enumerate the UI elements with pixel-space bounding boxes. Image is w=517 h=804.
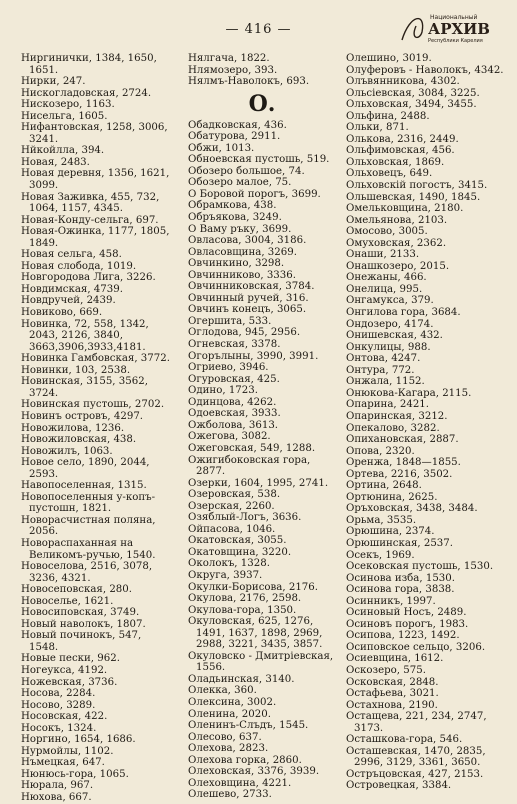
index-entry: Оскозеро, 575.: [346, 664, 426, 676]
index-entry: Нйкойлла, 394.: [21, 145, 105, 157]
index-entry: Новая сельга, 458.: [21, 249, 122, 261]
svg-text:Республики Карелия: Республики Карелия: [428, 38, 483, 44]
index-entry: Овласова, 3004, 3186.: [188, 235, 307, 247]
index-entry: Новинка Гамбовская, 3772.: [21, 353, 170, 365]
index-entry: Осковская, 2848.: [346, 676, 439, 688]
index-entry: Осинникъ, 1997.: [346, 595, 436, 607]
index-entry: Новдручей, 2439.: [21, 295, 116, 307]
index-entry: Онтура, 772.: [346, 364, 415, 376]
index-entry: Ольховскій погостъ, 3415.: [346, 180, 488, 192]
index-entry: Навопоселенная, 1315.: [21, 480, 147, 492]
index-entry: Новожиловская, 438.: [21, 434, 137, 446]
index-entry: Овчинниковская, 3784.: [188, 281, 315, 293]
index-entry: Ондозеро, 4174.: [346, 318, 434, 330]
index-entry: Новое село, 1890, 2044, 2593.: [21, 457, 153, 480]
index-entry: Остръцовская, 427, 2153.: [346, 768, 484, 780]
index-entry: Обозеро малое, 75.: [188, 177, 292, 189]
index-entry: Озеровская, 538.: [188, 489, 281, 501]
index-entry: Огуровская, 425.: [188, 373, 280, 385]
index-entry: Ногеукса, 4192.: [21, 664, 108, 676]
index-entry: Окуловско - Дмитріевская, 1556.: [188, 650, 337, 674]
index-entry: Ольшевская, 1490, 1845.: [346, 191, 481, 203]
index-entry: Нифантовская, 1258, 3006, 3241.: [21, 122, 171, 145]
index-entry: Осташевская, 1470, 2835, 2996, 3129, 3361, 3650.: [346, 745, 489, 769]
index-entry: Новый наволокъ, 1807.: [21, 618, 146, 630]
index-entry: Одино, 1723.: [188, 385, 258, 397]
index-entry: Ортева, 2216, 3502.: [346, 468, 453, 480]
index-entry: Олесово, 637.: [188, 731, 262, 743]
index-entry: Овчинниково, 3336.: [188, 269, 296, 281]
index-entry: Окулки-Борисова, 2176.: [188, 581, 319, 593]
index-entry: Новорасчистная поляна, 2056.: [21, 514, 159, 538]
index-entry: Ножевская, 3736.: [21, 676, 118, 688]
index-entry: Онежаны, 466.: [346, 272, 427, 284]
index-entry: Омельковщина, 2180.: [346, 203, 464, 215]
index-entry: Нирки, 247.: [21, 76, 86, 88]
index-entry: Островецкая, 3384.: [346, 780, 452, 792]
index-entry: Новопоселенныя у-копъ-пустошн, 1821.: [21, 491, 156, 515]
index-entry: Овчинъ конецъ, 3065.: [188, 304, 307, 316]
index-entry: Осиповское сельцо, 3206.: [346, 641, 486, 653]
index-entry: Опаринская, 3212.: [346, 410, 448, 422]
index-entry: Обатурова, 2911.: [188, 131, 281, 143]
index-entry: Осипова, 1223, 1492.: [346, 630, 460, 642]
index-entry: Новосеповская, 280.: [21, 584, 133, 596]
index-entry: Одоевская, 3933.: [188, 408, 281, 420]
archive-stamp: [396, 10, 514, 44]
index-entry: Новинская пустошь, 2702.: [21, 399, 165, 411]
index-entry: Обжи, 1013.: [188, 142, 255, 154]
index-entry: Осекъ, 1969.: [346, 549, 415, 561]
index-entry: Новая слобода, 1019.: [21, 260, 137, 272]
index-entry: О Ваму ръку, 3699.: [188, 223, 292, 235]
index-entry: Остафьева, 3021.: [346, 688, 439, 700]
index-entry: Оренжа, 1848—1855.: [346, 457, 461, 469]
column-2: [188, 53, 336, 801]
index-entry: Оладьинская, 3140.: [188, 673, 295, 685]
index-entry: Онюкова-Кагара, 2115.: [346, 387, 472, 399]
index-entry: Новоселова, 2516, 3078, 3236, 4321.: [21, 561, 156, 584]
index-entry: О Боровой порогъ, 3699.: [188, 188, 321, 200]
index-entry: Новинки, 103, 2538.: [21, 364, 131, 376]
index-entry: Новый починокъ, 547, 1548.: [21, 630, 145, 653]
index-entry: Ольховская, 3494, 3455.: [346, 99, 477, 111]
index-entry: Носокъ, 1324.: [21, 722, 97, 734]
index-entry: Окатовщина, 3220.: [188, 546, 292, 558]
index-entry: Ольфина, 2488.: [346, 110, 430, 122]
index-entry: Новые пески, 962.: [21, 653, 120, 665]
index-entry: Осиновъ порогъ, 1983.: [346, 618, 469, 630]
index-entry: Ольховецъ, 649.: [346, 168, 433, 180]
index-entry: Опихановская, 2887.: [346, 434, 459, 446]
index-entry: Осинова гора, 3838.: [346, 584, 455, 596]
index-entry: Оглодова, 945, 2956.: [188, 327, 301, 339]
index-entry: Ортюнина, 2625.: [346, 491, 438, 503]
index-entry: Орюшинская, 2537.: [346, 537, 454, 549]
index-entry: Остахнова, 2190.: [346, 699, 438, 711]
index-entry: Ольсіевская, 3084, 3225.: [346, 87, 480, 99]
index-entry: Обрамкова, 438.: [188, 200, 277, 212]
index-entry: Овласовщина, 3269.: [188, 246, 297, 258]
index-entry: Нялгача, 1822.: [188, 53, 270, 64]
index-entry: Обноевская пустошь, 519.: [188, 154, 330, 166]
index-entry: Нлямозеро, 393.: [188, 64, 278, 76]
index-entry: Олешино, 3019.: [346, 53, 432, 64]
index-entry: Олькова, 2316, 2449.: [346, 133, 459, 145]
index-entry: Омельянова, 2103.: [346, 214, 448, 226]
index-entry: Новая, 2483.: [21, 156, 90, 168]
index-entry: Онтова, 4247.: [346, 353, 421, 365]
index-entry: Новожилова, 1236.: [21, 422, 125, 434]
index-entry: Олуферовъ - Наволокъ, 4342.: [346, 64, 504, 76]
index-entry: Озяблый-Логъ, 3636.: [188, 512, 302, 524]
index-entry: Нискогладовская, 2724.: [21, 87, 152, 99]
index-entry: Новораспаханная на Великомъ-ручью, 1540.: [21, 537, 156, 561]
index-entry: Ниргинички, 1384, 1650, 1651.: [21, 53, 161, 76]
section-letter: О.: [248, 90, 276, 117]
index-entry: Новосиповская, 3749.: [21, 607, 140, 619]
index-entry: Осиновый Носъ, 2489.: [346, 607, 467, 619]
index-entry: Огриево, 3946.: [188, 362, 269, 374]
index-entry: Огневская, 3378.: [188, 339, 281, 351]
index-entry: Новдимская, 4739.: [21, 283, 123, 295]
index-entry: Новая-Конду-сельга, 697.: [21, 214, 159, 226]
index-entry: Оленинъ-Слъдъ, 1545.: [188, 720, 309, 732]
index-entry: Остащева, 221, 234, 2747, 3173.: [346, 711, 490, 734]
index-entry: Осиевщина, 1612.: [346, 653, 444, 665]
index-entry: Ольфимовская, 456.: [346, 145, 455, 157]
index-entry: Ожболова, 3613.: [188, 419, 279, 431]
index-entry: Осинова изба, 1530.: [346, 572, 456, 584]
index-entry: Новоселье, 1621.: [21, 595, 114, 607]
index-entry: Нурмойлы, 1102.: [21, 745, 114, 757]
index-entry: Ортина, 2648.: [346, 480, 422, 492]
index-entry: Онишевская, 432.: [346, 330, 443, 342]
index-entry: Окулова-гора, 1350.: [188, 604, 297, 616]
index-entry: Ожеговская, 549, 1288.: [188, 442, 316, 454]
index-entry: Обадковская, 436.: [188, 119, 287, 131]
index-entry: Новинка, 72, 558, 1342, 2043, 2126, 3840, 3663,3906,3933,4181.: [21, 318, 153, 353]
index-entry: Окулова, 2176, 2598.: [188, 593, 302, 605]
index-entry: Онгилова гора, 3684.: [346, 307, 461, 319]
index-entry: Олеховская, 3376, 3939.: [188, 766, 320, 778]
index-entry: Онкулицы, 988.: [346, 341, 431, 353]
index-entry: Нялмъ-Наволокъ, 693.: [188, 76, 310, 88]
index-entry: Округа, 3937.: [188, 569, 263, 581]
index-entry: Онгамукса, 379.: [346, 295, 434, 307]
index-entry: Омосово, 3005.: [346, 226, 428, 238]
index-entry: Онашкозеро, 2015.: [346, 260, 450, 272]
index-entry: Ольховская, 1869.: [346, 156, 445, 168]
index-entry: Орюшина, 2374.: [346, 526, 435, 538]
index-entry: Окуловская, 625, 1276, 1491, 1637, 1898, 2969, 2988, 3221, 3435, 3857.: [188, 616, 326, 651]
index-entry: Огершита, 533.: [188, 315, 272, 327]
index-entry: Новожилъ, 1063.: [21, 445, 113, 457]
index-entry: Ольки, 871.: [346, 122, 409, 134]
index-entry: Олекка, 360.: [188, 685, 257, 697]
index-entry: Озерская, 2260.: [188, 500, 275, 512]
index-entry: Окатовская, 3055.: [188, 535, 287, 547]
index-entry: Носова, 2284.: [21, 688, 96, 700]
svg-text:Национальный: Национальный: [430, 14, 478, 21]
index-entry: Осековская пустошь, 1530.: [346, 561, 494, 573]
index-entry: Обръякова, 3249.: [188, 212, 282, 224]
index-entry: Новая Заживка, 455, 732, 1064, 1157, 4345.: [21, 191, 163, 215]
index-entry: Носовская, 422.: [21, 711, 108, 723]
index-entry: Новая деревня, 1356, 1621, 3099.: [21, 168, 173, 192]
index-entry: Одинцова, 4262.: [188, 396, 277, 408]
index-entry: Оръховская, 3438, 3484.: [346, 503, 478, 515]
index-entry: Ожигибоковская гора, 2877.: [188, 454, 314, 478]
index-entry: Нюрала, 967.: [21, 780, 94, 792]
index-entry: Новинская, 3155, 3562, 3724.: [21, 376, 152, 399]
index-entry: Нискозеро, 1163.: [21, 99, 115, 111]
index-entry: Омуховская, 2362.: [346, 237, 447, 249]
column-3: [346, 53, 508, 792]
index-entry: Онелица, 995.: [346, 283, 423, 295]
page-number: — 416 —: [225, 22, 292, 37]
index-entry: Овчинный ручей, 316.: [188, 292, 309, 304]
index-entry: Новгородова Лига, 3226.: [21, 272, 156, 284]
index-entry: Нъмецкая, 647.: [21, 757, 105, 769]
index-entry: Ожегова, 3082.: [188, 431, 271, 443]
index-entry: Огорълыны, 3990, 3991.: [188, 350, 319, 362]
column-1: [21, 53, 171, 804]
index-entry: Новая-Ожинка, 1177, 1805, 1849.: [21, 226, 173, 249]
index-entry: Нюхова, 667.: [21, 792, 92, 803]
index-entry: Обозеро большое, 74.: [188, 165, 305, 177]
index-entry: Онаши, 2133.: [346, 249, 420, 261]
index-entry: Опарина, 2421.: [346, 399, 430, 411]
index-entry: Онжала, 1152.: [346, 376, 425, 388]
index-entry: Олъвянниковa, 4302.: [346, 76, 460, 88]
index-entry: Олехова, 2823.: [188, 743, 269, 755]
index-entry: Носово, 3289.: [21, 699, 96, 711]
index-entry: Олеховщина, 4221.: [188, 777, 292, 789]
index-entry: Орьма, 3535.: [346, 514, 417, 526]
index-entry: Овчинкино, 3298.: [188, 258, 285, 270]
index-entry: Опекалово, 3282.: [346, 422, 440, 434]
archive-logo-icon: [396, 10, 514, 44]
index-entry: Ойпасова, 1046.: [188, 523, 276, 535]
index-entry: Олексина, 3002.: [188, 696, 277, 708]
index-entry: Олехова горка, 2860.: [188, 754, 302, 766]
svg-text:АРХИВ: АРХИВ: [428, 20, 490, 38]
index-entry: Новиково, 669.: [21, 307, 103, 319]
index-entry: Новинъ островъ, 4297.: [21, 410, 144, 422]
index-entry: Опова, 2320.: [346, 445, 415, 457]
index-entry: Осташкова-гора, 546.: [346, 734, 463, 746]
index-entry: Норгино, 1654, 1686.: [21, 734, 136, 746]
index-entry: Оленина, 2020.: [188, 708, 271, 720]
index-entry: Околокъ, 1328.: [188, 558, 270, 570]
index-entry: Озерки, 1604, 1995, 2741.: [188, 477, 329, 489]
index-entry: Нисельга, 1605.: [21, 110, 108, 122]
index-entry: Олешево, 2733.: [188, 789, 272, 801]
index-entry: Нюнюсь-гора, 1065.: [21, 768, 129, 780]
